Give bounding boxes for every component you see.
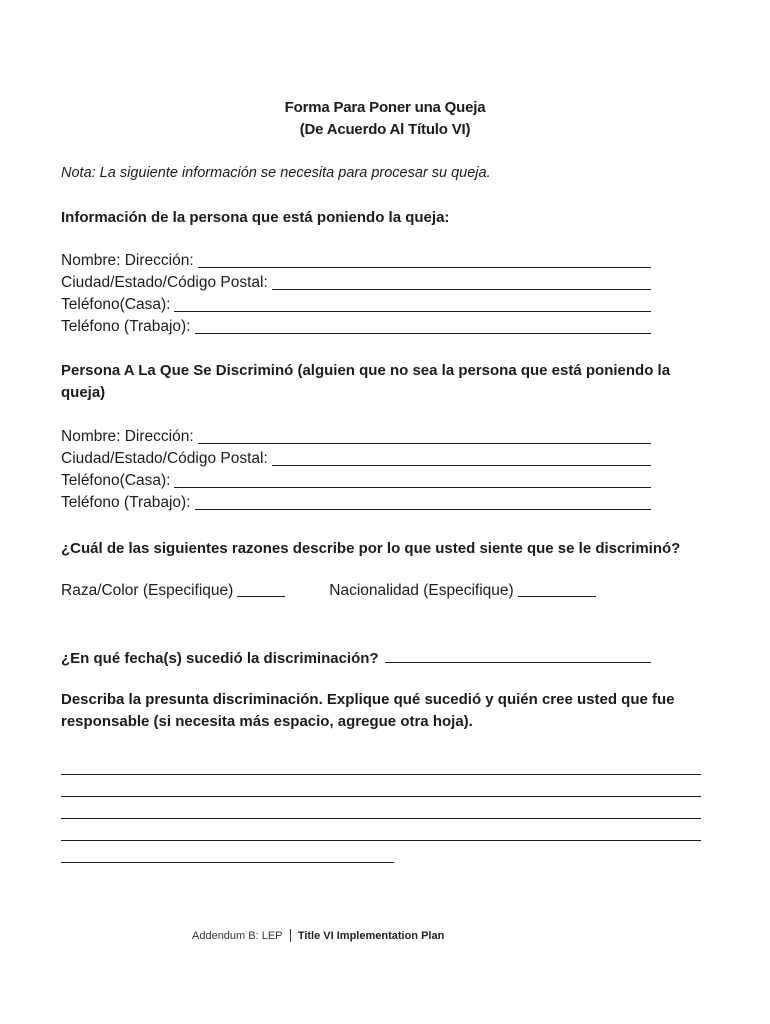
person-city-state-zip-field[interactable] — [61, 447, 651, 469]
field-label: Teléfono (Trabajo): — [61, 318, 191, 335]
date-fill-line[interactable] — [385, 662, 651, 663]
person-work-phone-field[interactable] — [61, 491, 651, 513]
field-label: Nombre: Dirección: — [61, 252, 194, 269]
form-title: Forma Para Poner una Queja — [284, 99, 486, 116]
complainant-work-phone-field[interactable] — [61, 315, 651, 337]
description-line[interactable] — [61, 861, 394, 863]
footer-left: Addendum B: LEP — [192, 929, 283, 942]
fill-line[interactable] — [272, 289, 651, 290]
complainant-home-phone-field[interactable] — [61, 293, 651, 315]
discriminated-person-section-heading: Persona A La Que Se Discriminó (alguien que no sea la persona que está poniendo la queja) — [61, 362, 671, 401]
page-footer — [192, 929, 444, 942]
description-line[interactable] — [61, 773, 701, 775]
date-question-label: ¿En qué fecha(s) sucedió la discriminación? — [61, 650, 379, 667]
fill-line[interactable] — [195, 333, 651, 334]
race-color-blank[interactable] — [237, 595, 285, 597]
nationality-blank[interactable] — [518, 595, 596, 597]
complainant-section-heading: Información de la persona que está poniendo la queja: — [61, 209, 450, 226]
race-color-label: Raza/Color (Especifique) — [61, 582, 234, 599]
person-name-address-field[interactable] — [61, 425, 651, 447]
person-home-phone-field[interactable] — [61, 469, 651, 491]
fill-line[interactable] — [198, 443, 651, 444]
fill-line[interactable] — [198, 267, 651, 268]
field-label: Nombre: Dirección: — [61, 428, 194, 445]
reasons-options — [61, 578, 596, 600]
description-line[interactable] — [61, 817, 701, 819]
field-label: Teléfono (Trabajo): — [61, 494, 191, 511]
field-label: Ciudad/Estado/Código Postal: — [61, 274, 268, 291]
footer-right: Title VI Implementation Plan — [297, 929, 445, 942]
form-subtitle: (De Acuerdo Al Título VI) — [299, 121, 471, 138]
date-question-field[interactable] — [61, 645, 651, 667]
fill-line[interactable] — [174, 311, 651, 312]
field-label: Teléfono(Casa): — [61, 296, 171, 313]
fill-line[interactable] — [272, 465, 651, 466]
complainant-city-state-zip-field[interactable] — [61, 271, 651, 293]
description-line[interactable] — [61, 795, 701, 797]
description-line[interactable] — [61, 839, 701, 841]
nationality-label: Nacionalidad (Especifique) — [329, 582, 514, 599]
form-note: Nota: La siguiente información se necesita para procesar su queja. — [61, 165, 491, 181]
fill-line[interactable] — [195, 509, 651, 510]
footer-separator — [290, 929, 291, 942]
reasons-question: ¿Cuál de las siguientes razones describe por lo que usted siente que se le discriminó? — [61, 540, 681, 557]
fill-line[interactable] — [174, 487, 651, 488]
field-label: Ciudad/Estado/Código Postal: — [61, 450, 268, 467]
describe-heading: Describa la presunta discriminación. Explique qué sucedió y quién cree usted que fue responsable (si necesita más espacio, agregue otra hoja). — [61, 691, 675, 730]
field-label: Teléfono(Casa): — [61, 472, 171, 489]
complainant-name-address-field[interactable] — [61, 249, 651, 271]
